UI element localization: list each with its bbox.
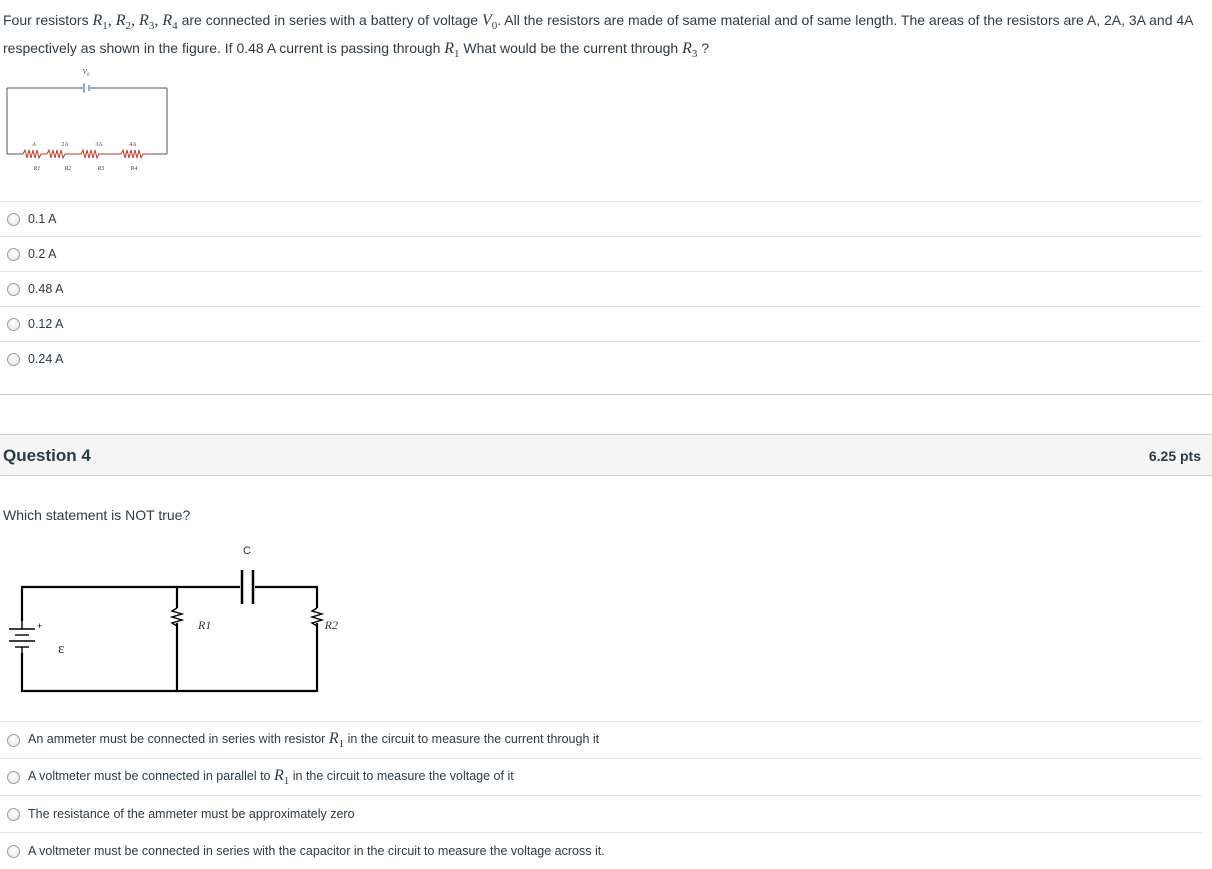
area-label-4: 4A	[129, 142, 137, 148]
answer-option[interactable]	[0, 721, 1202, 758]
answer-symbol: $R_1$	[273, 766, 290, 788]
answer-option[interactable]	[0, 306, 1202, 341]
q3-text-part2: are connected in series with a battery of voltage	[181, 12, 479, 28]
resistor-r2	[47, 150, 81, 158]
radio-button[interactable]	[7, 248, 20, 261]
answer-label: 0.1 A	[28, 212, 57, 226]
question-4-header	[0, 434, 1212, 476]
answer-label: 0.2 A	[28, 247, 57, 261]
resistor-r3	[81, 150, 121, 158]
answer-label	[28, 730, 599, 750]
radio-button[interactable]	[7, 845, 20, 858]
question-points: 6.25 pts	[1148, 448, 1201, 464]
answer-option[interactable]	[0, 832, 1202, 869]
r1-sym: $R_1$	[92, 12, 108, 33]
resistor-r1	[23, 150, 47, 158]
question-4-text: Which statement is NOT true?	[3, 507, 191, 523]
radio-button[interactable]	[7, 213, 20, 226]
bottom-wire	[22, 653, 317, 691]
resistor-label-2: R2	[64, 166, 72, 172]
resistor-label-1: R1	[33, 166, 41, 172]
question-3-answers	[0, 201, 1202, 376]
question-4-answers	[0, 721, 1202, 869]
question-title: Question 4	[3, 446, 91, 465]
battery-plus-sign: +	[37, 621, 43, 631]
rc-circuit-figure	[5, 538, 338, 698]
question-3-text	[3, 9, 1208, 65]
q3-text-part4: What would be the current through	[463, 40, 679, 57]
emf-label: ε	[58, 641, 65, 657]
answer-label: 0.24 A	[28, 352, 64, 366]
answer-text-after: in the circuit to measure the voltage of it	[292, 768, 514, 783]
radio-button[interactable]	[7, 353, 20, 366]
answer-text-before: An ammeter must be connected in series with resistor	[28, 731, 326, 746]
radio-button[interactable]	[7, 734, 20, 747]
r3-sym: $R_3$	[139, 12, 155, 33]
resistor-r2-label: R2	[324, 618, 338, 632]
area-label-2: 2A	[61, 142, 69, 148]
resistor-label-4: R4	[130, 166, 138, 172]
battery-label-v0: $V_0$	[82, 68, 90, 78]
series-resistor-circuit-figure	[3, 62, 173, 182]
r4-sym: $R_4$	[162, 12, 178, 33]
radio-button[interactable]	[7, 318, 20, 331]
resistor-r4	[121, 150, 151, 158]
q3-text-part1: Four resistors	[3, 12, 89, 28]
area-label-3: 3A	[95, 142, 103, 148]
answer-label: 0.12 A	[28, 317, 64, 331]
answer-label: A voltmeter must be connected in series with the capacitor in the circuit to measure the voltage across it.	[28, 844, 605, 858]
resistor-label-3: R3	[97, 166, 105, 172]
area-label-1: A	[32, 142, 36, 148]
q3-text-part5: ?	[701, 40, 710, 57]
answer-option[interactable]	[0, 271, 1202, 306]
target-symbol: $R_3$	[682, 40, 698, 61]
top-right-wire	[255, 587, 317, 608]
voltage-symbol: $V_0$	[482, 12, 498, 33]
answer-option[interactable]	[0, 201, 1202, 236]
r2-sym: $R_2$	[115, 12, 132, 33]
resistor-list-math: $R_1$, $R_2$, $R_3$, $R_4$	[92, 12, 178, 33]
answer-text-before: A voltmeter must be connected in parallel to	[28, 768, 271, 783]
answer-label: The resistance of the ammeter must be approximately zero	[28, 807, 355, 821]
answer-label	[28, 767, 514, 787]
q3-text-part3: . All the resistors are made of same material and of same length. The areas of the resistors are A, 2A, 3A and 4A respectively as shown in the figure. If 0.48 A current is passing through	[3, 12, 1193, 57]
capacitor-label: C	[243, 545, 251, 557]
top-left-wire	[22, 587, 240, 621]
answer-label: 0.48 A	[28, 282, 64, 296]
answer-option[interactable]	[0, 341, 1202, 376]
through-symbol: $R_1$	[444, 40, 460, 61]
radio-button[interactable]	[7, 808, 20, 821]
answer-symbol: $R_1$	[328, 729, 345, 751]
radio-button[interactable]	[7, 771, 20, 784]
answer-option[interactable]	[0, 795, 1202, 832]
question-separator	[0, 394, 1212, 395]
resistor-r1-label: R1	[198, 618, 212, 632]
answer-option[interactable]	[0, 758, 1202, 795]
radio-button[interactable]	[7, 283, 20, 296]
answer-text-after: in the circuit to measure the current through it	[347, 731, 600, 746]
answer-option[interactable]	[0, 236, 1202, 271]
